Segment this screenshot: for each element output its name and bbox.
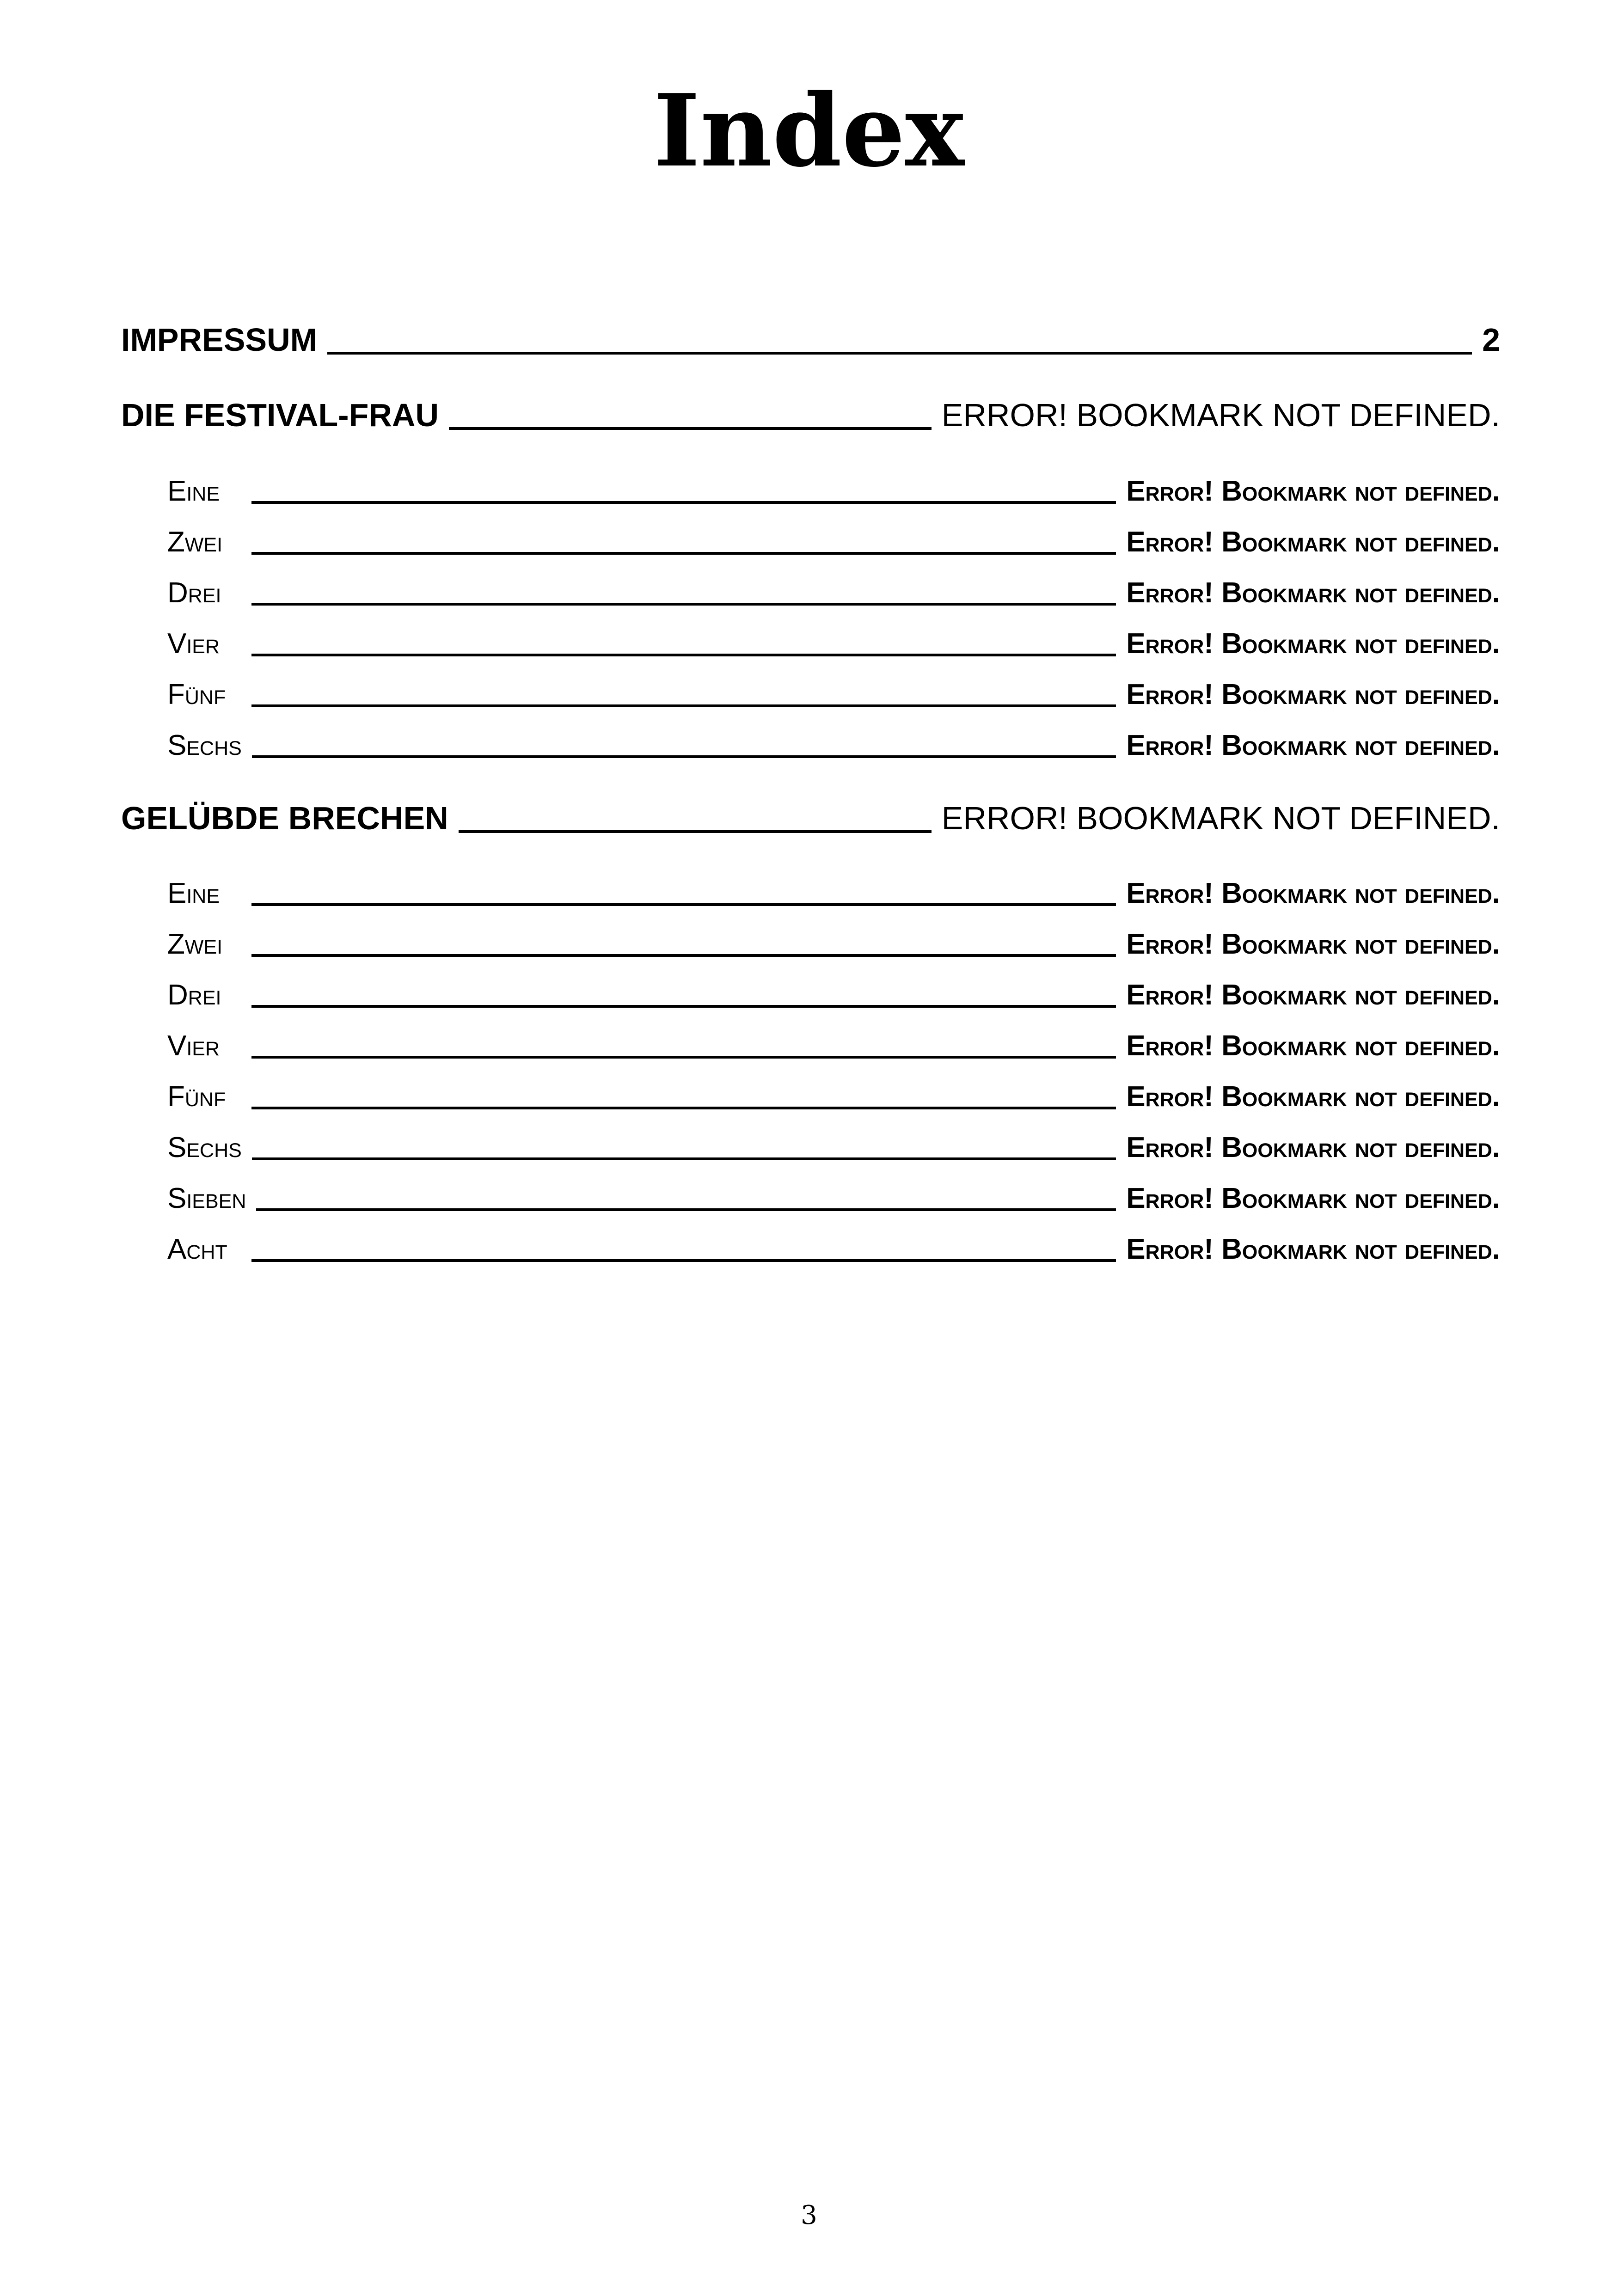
toc-entry-page: Error! Bookmark not defined. — [1126, 526, 1500, 558]
toc-entry-label: Acht — [167, 1233, 227, 1265]
toc-entry-page: 2 — [1482, 322, 1500, 358]
page-title: Index — [653, 72, 965, 189]
toc-entry-page: Error! Bookmark not defined. — [1126, 628, 1500, 660]
page-number: 3 — [801, 2200, 817, 2230]
toc-subentry[interactable] — [167, 869, 1500, 910]
toc-subentry[interactable] — [167, 920, 1500, 961]
toc-entry-label: Eine — [167, 475, 220, 507]
toc-entry-page: Error! Bookmark not defined. — [1126, 1182, 1500, 1214]
toc-entry-die-festival-frau[interactable] — [121, 387, 1500, 434]
dot-leader — [251, 954, 1116, 957]
toc-entry-page: Error! Bookmark not defined. — [1126, 979, 1500, 1011]
toc-entry-page: Error! Bookmark not defined. — [1126, 1081, 1500, 1113]
toc-subentry[interactable] — [167, 971, 1500, 1011]
toc-entry-page: Error! Bookmark not defined. — [1126, 928, 1500, 960]
toc-subentry[interactable] — [167, 467, 1500, 508]
toc-subentry[interactable] — [167, 518, 1500, 558]
toc-entry-page: Error! Bookmark not defined. — [1126, 877, 1500, 909]
toc-entry-page: Error! Bookmark not defined. — [1126, 1132, 1500, 1163]
dot-leader — [449, 427, 932, 430]
toc-subentry[interactable] — [167, 721, 1500, 762]
toc-subentry[interactable] — [167, 1072, 1500, 1113]
toc-entry-label: Drei — [167, 979, 221, 1011]
toc-entry-label: Fünf — [167, 679, 226, 710]
dot-leader — [251, 654, 1116, 656]
dot-leader — [251, 1056, 1116, 1059]
dot-leader — [256, 1208, 1116, 1211]
toc-entry-label: GELÜBDE BRECHEN — [121, 800, 448, 836]
toc-subentry[interactable] — [167, 1123, 1500, 1164]
dot-leader — [251, 603, 1116, 606]
dot-leader — [251, 1005, 1116, 1008]
dot-leader — [251, 1107, 1116, 1109]
toc-entry-label: Eine — [167, 877, 220, 909]
toc-subentry[interactable] — [167, 1174, 1500, 1215]
toc-entry-page: Error! Bookmark not defined. — [1126, 1030, 1500, 1062]
toc-entry-page: Error! Bookmark not defined. — [1126, 729, 1500, 761]
dot-leader — [251, 903, 1116, 906]
toc-entry-label: Sechs — [167, 729, 242, 761]
dot-leader — [459, 830, 932, 833]
toc-entry-label: DIE FESTIVAL-FRAU — [121, 397, 439, 433]
toc-entry-page: Error! Bookmark not defined. — [1126, 577, 1500, 609]
toc-entry-impressum[interactable] — [121, 312, 1500, 358]
dot-leader — [251, 704, 1116, 707]
toc-entry-label: Sieben — [167, 1182, 246, 1214]
dot-leader — [251, 552, 1116, 555]
toc-entry-label: Sechs — [167, 1132, 242, 1163]
toc-subentry[interactable] — [167, 619, 1500, 660]
toc-entry-label: Drei — [167, 577, 221, 609]
toc-entry-page: Error! Bookmark not defined. — [1126, 475, 1500, 507]
toc-entry-page: ERROR! BOOKMARK NOT DEFINED. — [941, 397, 1500, 433]
dot-leader — [252, 1157, 1116, 1160]
dot-leader — [327, 352, 1472, 355]
toc-subentry[interactable] — [167, 1022, 1500, 1062]
toc-subentry[interactable] — [167, 569, 1500, 609]
toc-entry-label: IMPRESSUM — [121, 322, 317, 358]
toc-entry-geluebde-brechen[interactable] — [121, 790, 1500, 837]
toc-entry-label: Zwei — [167, 928, 223, 960]
toc-entry-page: ERROR! BOOKMARK NOT DEFINED. — [941, 800, 1500, 836]
dot-leader — [251, 1259, 1116, 1262]
toc-subentry[interactable] — [167, 670, 1500, 711]
dot-leader — [251, 501, 1116, 504]
toc-entry-page: Error! Bookmark not defined. — [1126, 1233, 1500, 1265]
toc-entry-label: Vier — [167, 1030, 220, 1062]
toc-entry-label: Vier — [167, 628, 220, 660]
toc-subentry[interactable] — [167, 1225, 1500, 1266]
dot-leader — [252, 755, 1116, 758]
toc-entry-label: Zwei — [167, 526, 223, 558]
toc-entry-label: Fünf — [167, 1081, 226, 1113]
toc-entry-page: Error! Bookmark not defined. — [1126, 679, 1500, 710]
